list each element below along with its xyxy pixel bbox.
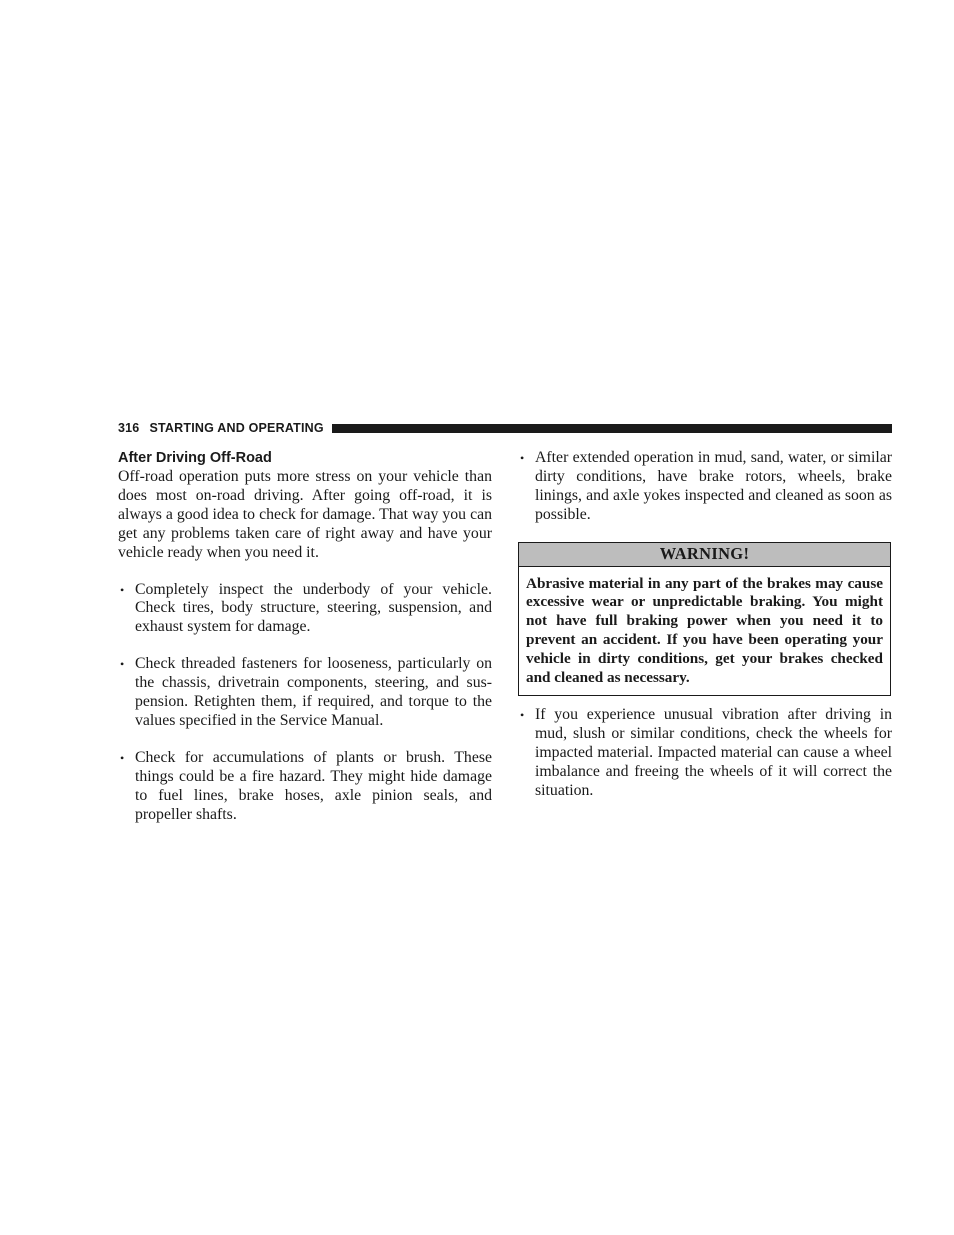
list-item-text: After extended operation in mud, sand, water, or similar dirty conditions, have brake rotors, wheels, brake linings, and axle yokes inspected and cleaned as soon as possible. [535, 449, 892, 523]
right-column [518, 447, 892, 801]
warning-box [518, 542, 891, 696]
list-item-text: If you experience unusual vibration after driving in mud, slush or similar conditions, check the wheels for impacted material. Impacted material can cause a wheel imbalance and freeing the wheels of it will correct the situation. [535, 705, 892, 799]
section-title: STARTING AND OPERATING [149, 421, 324, 435]
bullet-icon: • [520, 451, 525, 465]
inspection-list-final [518, 706, 892, 801]
header-rule [332, 424, 892, 433]
bullet-icon: • [120, 582, 125, 597]
list-item [518, 449, 892, 525]
list-item-text: Completely inspect the underbody of your vehicle. Check tires, body structure, steering, suspension, and exhaust system for damage. [135, 580, 492, 636]
list-item [118, 749, 492, 825]
page-header [118, 419, 892, 437]
inspection-list [118, 581, 492, 825]
left-column [118, 447, 492, 825]
bullet-icon: • [520, 707, 525, 722]
list-item [118, 655, 492, 731]
section-heading: After Driving Off-Road [118, 450, 272, 466]
list-item [118, 581, 492, 638]
list-item-text: Check for accumulations of plants or brush. These things could be a fire hazard. They might hide damage to fuel lines, brake hoses, axle pinion seals, and propeller shafts. [135, 748, 492, 823]
warning-text: Abrasive material in any part of the brakes may cause excessive wear or unpredictable braking. You might not have full braking power when you need it to prevent an accident. If you have been operating your vehicle in dirty conditions, get your brakes checked and cleaned as necessary. [526, 574, 883, 687]
list-item-text: Check threaded fasteners for looseness, particularly on the chassis, drivetrain components, steering, and sus-pension. Retighten them, if required, and torque to the values specified in the Service Manual. [135, 655, 492, 729]
warning-title: WARNING! [519, 543, 890, 567]
page-number: 316 [118, 421, 140, 435]
inspection-list-continued [518, 449, 892, 525]
list-item [518, 706, 892, 801]
bullet-icon: • [120, 657, 125, 672]
bullet-icon: • [120, 750, 125, 765]
intro-paragraph: Off-road operation puts more stress on your vehicle than does most on-road driving. After going off-road, it is always a good idea to check for damage. That way you can get any problems taken care of right away and have your vehicle ready when you need it. [118, 468, 492, 561]
